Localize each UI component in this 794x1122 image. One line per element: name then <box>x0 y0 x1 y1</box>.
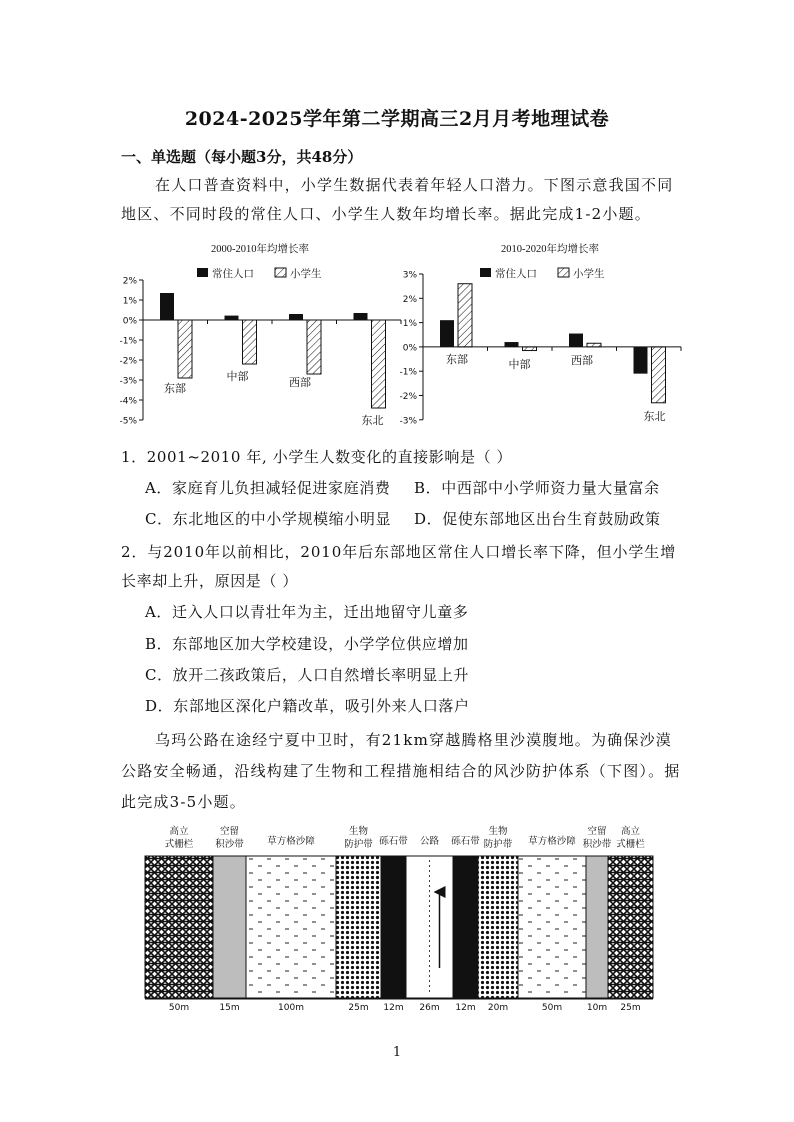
y-tick-label: -4% <box>119 396 137 407</box>
strip-sand-accumulation-strip <box>586 856 608 998</box>
page-number: 1 <box>392 1045 402 1060</box>
strip-label: 草方格沙障 <box>267 836 315 847</box>
y-tick-label: -5% <box>119 416 137 427</box>
y-tick-label: -1% <box>119 336 137 347</box>
legend-swatch-resident-population <box>480 268 491 277</box>
y-tick-label: -2% <box>119 356 137 367</box>
strip-width-label: 12m <box>383 1003 404 1013</box>
y-tick-label: -3% <box>399 416 417 427</box>
question-2-option-a: A．迁入人口以青壮年为主，迁出地留守儿童多 <box>145 603 469 621</box>
strip-straw-checkerboard <box>246 856 336 998</box>
section-heading: 一、单选题（每小题3分，共48分） <box>121 148 363 166</box>
strip-fence <box>608 856 653 998</box>
strip-label: 砾石带 <box>451 836 480 847</box>
category-label: 东北 <box>361 414 384 427</box>
question-1-option-b: B．中西部中小学师资力量大量富余 <box>414 479 660 497</box>
question-2-option-d: D．东部地区深化户籍改革，吸引外来人口落户 <box>145 697 470 715</box>
strip-width-label: 25m <box>348 1003 369 1013</box>
category-label: 东部 <box>446 353 468 366</box>
category-label: 东北 <box>643 410 666 423</box>
category-label: 东部 <box>164 382 186 395</box>
strip-gravel-belt <box>453 856 478 998</box>
y-tick-label: -2% <box>399 392 417 402</box>
strip-bio-protection-belt <box>478 856 518 998</box>
question-2-stem-line-2: 长率却上升，原因是（ ） <box>121 572 298 590</box>
strip-label: 防护带 <box>483 839 513 850</box>
intro-paragraph-2-line-3: 此完成3-5小题。 <box>121 793 246 811</box>
bar-primary-students <box>178 320 192 378</box>
question-2-stem-line-1: 2．与2010年以前相比，2010年后东部地区常住人口增长率下降，但小学生增 <box>121 543 677 561</box>
bar-primary-students <box>652 347 666 403</box>
sand-protection-cross-section <box>130 820 675 1015</box>
strip-width-label: 10m <box>586 1003 608 1013</box>
strip-width-label: 50m <box>168 1003 190 1013</box>
chart-2 <box>390 258 690 433</box>
y-tick-label: 0% <box>402 343 417 354</box>
strip-label: 高立 <box>169 826 189 837</box>
strip-width-label: 20m <box>487 1003 509 1013</box>
y-tick-label: -1% <box>399 367 417 378</box>
strip-width-label: 12m <box>455 1003 476 1013</box>
legend-label-primary-students: 小学生 <box>573 268 605 280</box>
category-label: 西部 <box>571 354 593 367</box>
bar-primary-students <box>523 347 537 351</box>
strip-straw-checkerboard <box>518 856 586 998</box>
strip-label: 砾石带 <box>379 836 408 847</box>
strip-label: 式栅栏 <box>164 839 194 850</box>
strip-label: 空留 <box>587 826 607 837</box>
strip-width-label: 100m <box>278 1003 304 1013</box>
strip-label: 生物 <box>488 826 508 837</box>
intro-paragraph-2-line-2: 公路安全畅通，沿线构建了生物和工程措施相结合的风沙防护体系（下图）。据 <box>121 762 681 780</box>
y-tick-label: 3% <box>402 270 417 281</box>
bar-resident-population <box>289 314 303 320</box>
legend-label-resident-population: 常住人口 <box>495 268 537 280</box>
page-title: 2024-2025学年第二学期高三2月月考地理试卷 <box>184 108 610 130</box>
bar-resident-population <box>440 320 454 347</box>
category-label: 西部 <box>289 376 311 389</box>
bar-resident-population <box>354 313 368 320</box>
y-tick-label: 1% <box>402 319 417 330</box>
bar-resident-population <box>505 342 519 347</box>
strip-label: 草方格沙障 <box>528 836 576 847</box>
bar-resident-population <box>569 334 583 347</box>
strip-label: 积沙带 <box>215 839 244 850</box>
category-label: 中部 <box>508 358 531 371</box>
strip-width-label: 50m <box>541 1003 563 1013</box>
strip-label: 防护带 <box>344 839 373 850</box>
bar-primary-students <box>587 343 601 347</box>
intro-paragraph-2-line-1: 乌玛公路在途经宁夏中卫时，有21km穿越腾格里沙漠腹地。为确保沙漠 <box>155 731 673 749</box>
intro-paragraph-1-line-2: 地区、不同时段的常住人口、小学生人数年均增长率。据此完成1-2小题。 <box>121 205 651 223</box>
strip-label: 公路 <box>419 836 440 847</box>
question-1-stem: 1．2001~2010 年, 小学生人数变化的直接影响是（ ） <box>121 448 513 466</box>
strip-width-label: 25m <box>620 1003 641 1013</box>
strip-fence <box>145 856 213 998</box>
legend-label-resident-population: 常住人口 <box>212 268 254 280</box>
bar-resident-population <box>160 293 174 320</box>
bar-resident-population <box>225 316 239 320</box>
category-label: 中部 <box>226 370 249 383</box>
y-tick-label: 2% <box>122 276 137 287</box>
y-tick-label: -3% <box>119 376 137 387</box>
chart-2-title: 2010-2020年均增长率 <box>501 244 599 255</box>
strip-label: 式栅栏 <box>616 839 645 850</box>
intro-paragraph-1-line-1: 在人口普查资料中，小学生数据代表着年轻人口潜力。下图示意我国不同 <box>155 176 674 194</box>
strip-width-label: 26m <box>419 1003 440 1013</box>
legend-label-primary-students: 小学生 <box>290 268 322 280</box>
strip-label: 积沙带 <box>582 839 612 850</box>
legend-swatch-primary-students <box>275 268 286 277</box>
question-2-option-c: C．放开二孩政策后，人口自然增长率明显上升 <box>145 666 470 684</box>
bar-primary-students <box>458 284 472 347</box>
question-1-option-a: A．家庭育儿负担减轻促进家庭消费 <box>145 479 391 497</box>
chart-1 <box>110 258 410 433</box>
y-tick-label: 0% <box>122 316 137 327</box>
strip-gravel-belt <box>381 856 406 998</box>
question-2-option-b: B．东部地区加大学校建设，小学学位供应增加 <box>145 635 469 653</box>
bar-primary-students <box>372 320 386 408</box>
strip-sand-accumulation-strip <box>213 856 246 998</box>
question-1-option-d: D．促使东部地区出台生育鼓励政策 <box>414 510 661 528</box>
strip-label: 空留 <box>219 826 240 837</box>
bar-resident-population <box>634 347 648 374</box>
question-1-option-c: C．东北地区的中小学规模缩小明显 <box>145 510 392 528</box>
bar-primary-students <box>307 320 321 374</box>
y-tick-label: 1% <box>122 296 137 307</box>
legend-swatch-primary-students <box>558 268 569 277</box>
strip-width-label: 15m <box>219 1003 240 1013</box>
bar-primary-students <box>243 320 257 364</box>
legend-swatch-resident-population <box>197 268 208 277</box>
chart-1-title: 2000-2010年均增长率 <box>211 244 309 255</box>
strip-label: 生物 <box>348 826 369 837</box>
strip-label: 高立 <box>620 826 641 837</box>
strip-bio-protection-belt <box>336 856 381 998</box>
y-tick-label: 2% <box>402 294 417 305</box>
